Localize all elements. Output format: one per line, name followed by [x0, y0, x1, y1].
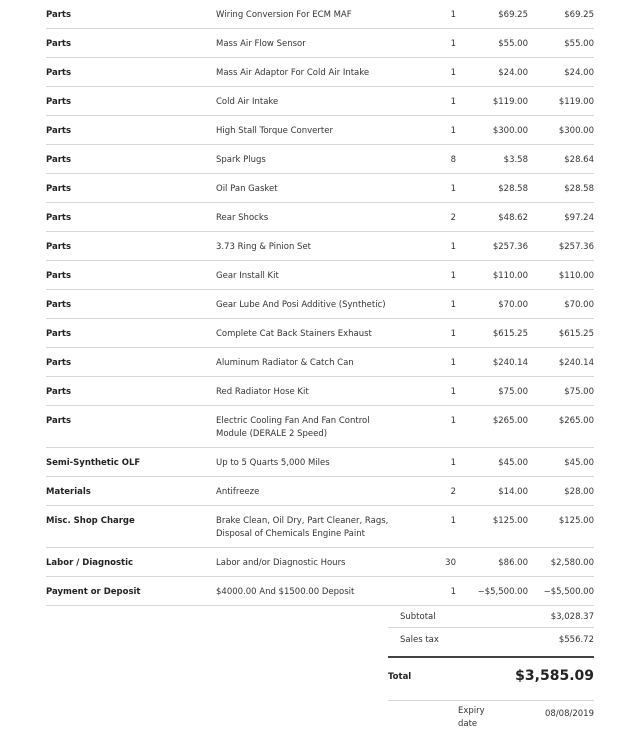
item-amount: $615.25 [558, 329, 594, 339]
table-row [46, 261, 594, 290]
item-category: Labor / Diagnostic [46, 558, 134, 568]
item-category: Parts [46, 97, 72, 107]
item-description: $4000.00 And $1500.00 Deposit [216, 587, 355, 597]
item-category: Payment or Deposit [46, 587, 141, 597]
invoice-summary [388, 605, 594, 735]
item-quantity: 1 [450, 329, 456, 339]
item-category: Parts [46, 271, 72, 281]
item-description: Oil Pan Gasket [216, 184, 278, 194]
item-amount: $24.00 [564, 68, 594, 78]
expiry-label: Expiry date [458, 706, 485, 729]
item-amount: $2,580.00 [550, 558, 594, 568]
item-rate: $257.36 [492, 242, 528, 252]
item-description: Labor and/or Diagnostic Hours [216, 558, 346, 568]
item-category: Parts [46, 358, 72, 368]
item-rate: $300.00 [492, 126, 528, 136]
item-amount: $45.00 [564, 458, 594, 468]
total-row [388, 656, 594, 701]
item-category: Parts [46, 329, 72, 339]
item-category: Parts [46, 39, 72, 49]
table-row [46, 116, 594, 145]
item-rate: $240.14 [492, 358, 528, 368]
item-amount: $55.00 [564, 39, 594, 49]
item-description: 3.73 Ring & Pinion Set [216, 242, 312, 252]
item-amount: $110.00 [558, 271, 594, 281]
item-rate: −$5,500.00 [477, 587, 528, 597]
table-row [46, 58, 594, 87]
item-amount: $69.25 [564, 10, 594, 20]
total-value: $3,585.09 [515, 668, 594, 684]
item-rate: $3.58 [503, 155, 528, 165]
item-rate: $24.00 [498, 68, 528, 78]
table-row [46, 377, 594, 406]
item-quantity: 2 [450, 487, 456, 497]
item-quantity: 1 [450, 300, 456, 310]
item-category: Parts [46, 242, 72, 252]
item-rate: $69.25 [498, 10, 528, 20]
item-quantity: 8 [450, 155, 456, 165]
expiry-row [388, 701, 594, 735]
table-row [46, 348, 594, 377]
item-rate: $125.00 [492, 516, 528, 526]
item-quantity: 1 [450, 416, 456, 426]
table-row [46, 0, 594, 29]
item-category: Semi-Synthetic OLF [46, 458, 141, 468]
table-row [46, 174, 594, 203]
item-quantity: 1 [450, 97, 456, 107]
line-items-table [46, 0, 594, 606]
item-rate: $28.58 [498, 184, 528, 194]
item-rate: $70.00 [498, 300, 528, 310]
table-row [46, 203, 594, 232]
table-row [46, 29, 594, 58]
item-category: Parts [46, 184, 72, 194]
expiry-value: 08/08/2019 [545, 709, 594, 719]
item-amount: $97.24 [564, 213, 594, 223]
item-quantity: 1 [450, 68, 456, 78]
item-description: Brake Clean, Oil Dry, Part Cleaner, Rags, Disposal of Chemicals Engine Paint [216, 516, 389, 539]
item-rate: $48.62 [498, 213, 528, 223]
item-description: Antifreeze [216, 487, 260, 497]
item-category: Parts [46, 155, 72, 165]
item-amount: $28.00 [564, 487, 594, 497]
item-quantity: 2 [450, 213, 456, 223]
item-description: Red Radiator Hose Kit [216, 387, 309, 397]
item-category: Parts [46, 416, 72, 426]
item-quantity: 1 [450, 10, 456, 20]
item-description: Aluminum Radiator & Catch Can [216, 358, 354, 368]
item-amount: $257.36 [558, 242, 594, 252]
item-category: Parts [46, 126, 72, 136]
table-row [46, 577, 594, 606]
table-row [46, 506, 594, 548]
item-description: Cold Air Intake [216, 97, 279, 107]
item-amount: $265.00 [558, 416, 594, 426]
item-quantity: 30 [445, 558, 456, 568]
item-rate: $75.00 [498, 387, 528, 397]
item-description: Mass Air Flow Sensor [216, 39, 306, 49]
table-row [46, 406, 594, 448]
item-description: Up to 5 Quarts 5,000 Miles [216, 458, 330, 468]
total-label: Total [388, 672, 412, 682]
table-row [46, 477, 594, 506]
item-description: Wiring Conversion For ECM MAF [216, 10, 352, 20]
item-rate: $615.25 [492, 329, 528, 339]
table-row [46, 448, 594, 477]
item-quantity: 1 [450, 126, 456, 136]
sales-tax-label: Sales tax [400, 635, 439, 645]
item-description: Rear Shocks [216, 213, 269, 223]
item-quantity: 1 [450, 358, 456, 368]
item-quantity: 1 [450, 516, 456, 526]
item-quantity: 1 [450, 271, 456, 281]
item-amount: $125.00 [558, 516, 594, 526]
item-category: Parts [46, 387, 72, 397]
item-rate: $45.00 [498, 458, 528, 468]
item-description: Gear Lube And Posi Additive (Synthetic) [216, 300, 386, 310]
table-row [46, 232, 594, 261]
item-amount: $75.00 [564, 387, 594, 397]
item-quantity: 1 [450, 387, 456, 397]
item-amount: $300.00 [558, 126, 594, 136]
table-row [46, 290, 594, 319]
item-amount: $28.64 [564, 155, 594, 165]
item-quantity: 1 [450, 39, 456, 49]
item-category: Parts [46, 300, 72, 310]
item-category: Materials [46, 487, 91, 497]
item-quantity: 1 [450, 184, 456, 194]
subtotal-row [388, 605, 594, 628]
item-quantity: 1 [450, 458, 456, 468]
sales-tax-row [388, 628, 594, 650]
item-description: Mass Air Adaptor For Cold Air Intake [216, 68, 370, 78]
item-rate: $86.00 [498, 558, 528, 568]
table-row [46, 319, 594, 348]
item-quantity: 1 [450, 242, 456, 252]
item-amount: $119.00 [558, 97, 594, 107]
item-amount: $28.58 [564, 184, 594, 194]
item-category: Misc. Shop Charge [46, 516, 135, 526]
item-category: Parts [46, 10, 72, 20]
item-description: Complete Cat Back Stainers Exhaust [216, 329, 372, 339]
item-amount: −$5,500.00 [543, 587, 594, 597]
item-rate: $55.00 [498, 39, 528, 49]
table-row [46, 145, 594, 174]
item-amount: $240.14 [558, 358, 594, 368]
item-rate: $119.00 [492, 97, 528, 107]
item-rate: $265.00 [492, 416, 528, 426]
item-rate: $110.00 [492, 271, 528, 281]
table-row [46, 548, 594, 577]
item-quantity: 1 [450, 587, 456, 597]
subtotal-value: $3,028.37 [550, 612, 594, 622]
item-category: Parts [46, 68, 72, 78]
table-row [46, 87, 594, 116]
item-amount: $70.00 [564, 300, 594, 310]
item-rate: $14.00 [498, 487, 528, 497]
subtotal-label: Subtotal [400, 612, 436, 622]
item-description: Electric Cooling Fan And Fan Control Module (DERALE 2 Speed) [216, 416, 370, 439]
item-description: High Stall Torque Converter [216, 126, 333, 136]
sales-tax-value: $556.72 [558, 635, 594, 645]
item-description: Spark Plugs [216, 155, 266, 165]
item-category: Parts [46, 213, 72, 223]
item-description: Gear Install Kit [216, 271, 279, 281]
